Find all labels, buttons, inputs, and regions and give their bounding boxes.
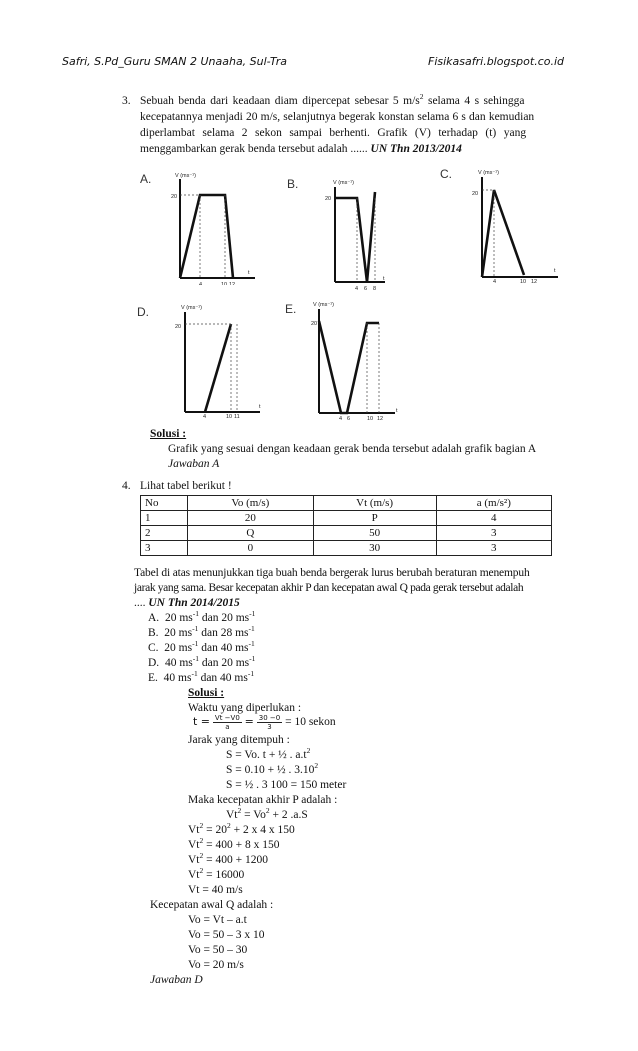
velocity-eq4: $Vt^2 = 400 + 1200$ [188,851,268,866]
svg-text:20: 20 [175,324,182,330]
q3-line4: menggambarkan gerak benda tersebut adalah ...... UN Thn 2013/2014 [140,143,462,155]
svg-text:20: 20 [325,196,332,202]
graph-b-label: B. [287,177,299,191]
svg-text:20: 20 [311,321,318,327]
q4-intro: Lihat tabel berikut ! [140,480,232,492]
svg-text:t: t [554,268,556,274]
svg-text:4: 4 [355,286,359,292]
svg-text:10: 10 [226,414,233,420]
q4-answer: Jawaban D [150,974,203,986]
graph-a-label: A. [140,172,152,186]
option-c: C. 20 $ms^{-1}$ dan 40 $ms^{-1}$ [148,639,255,654]
graph-a [135,165,275,285]
svg-text:20: 20 [472,191,479,197]
distance-eq3: S = ½ . 3 100 = 150 meter [226,779,347,791]
option-d: D. 40 $ms^{-1}$ dan 20 $ms^{-1}$ [148,654,256,669]
q3-line3: diperlambat selama 2 sekon sampai berhenti. Grafik (V) terhadap (t) yang [140,127,527,139]
velocity-eq3: $Vt^2 = 400 + 8$ x 150 [188,836,280,851]
svg-text:t: t [396,408,398,414]
header-author: Safri, S.Pd_Guru SMAN 2 Unaaha, Sul-Tra [62,55,287,68]
time-needed: Waktu yang diperlukan : [188,702,302,714]
distance-label: Jarak yang ditempuh : [188,734,290,746]
initial-q-label: Kecepatan awal Q adalah : [150,899,274,911]
svg-text:10: 10 [221,282,228,285]
q4-number: 4. [122,480,131,492]
distance-eq2: S = 0.10 + ½ . 3.10$^2$ [226,761,319,776]
q-eq1: Vo = Vt – a.t [188,914,247,926]
final-velocity-label: Maka kecepatan akhir P adalah : [188,794,338,806]
q4-desc3: .... UN Thn 2014/2015 [134,597,240,609]
graph-d [135,298,275,420]
q3-solution-title: Solusi : [150,428,187,440]
velocity-result: Vt = 40 m/s [188,884,243,896]
svg-text:4: 4 [493,279,497,285]
q3-answer: Jawaban A [168,458,220,470]
svg-text:V (ms⁻¹): V (ms⁻¹) [181,305,202,311]
velocity-eq5: $Vt^2 = 16000$ [188,866,245,881]
q3-line2: kecepatannya menjadi 20 m/s, selanjutnya begerak konstan selama 6 s dan kemudian [140,111,535,123]
velocity-eq1: $Vt^2 = Vo^2 + 2$ .a.S [226,806,308,821]
svg-text:t: t [383,276,385,282]
option-e: E. 40 $ms^{-1}$ dan 40 $ms^{-1}$ [148,669,255,684]
time-equation: t = $\frac{Vt -V0}{a}$ = $\frac{30 -0}{3}$ = 10 sekon [193,713,336,731]
q4-table [140,495,552,556]
q3-source: UN Thn 2013/2014 [370,143,462,155]
graph-e [283,297,408,422]
svg-text:6: 6 [347,416,351,422]
svg-text:V (ms⁻¹): V (ms⁻¹) [175,173,196,179]
svg-text:6: 6 [364,286,368,292]
svg-text:12: 12 [229,282,236,285]
table-row: 3 0 30 3 [141,541,552,556]
velocity-eq2: $Vt^2 = 20^2 + 2$ x 4 x 150 [188,821,295,836]
svg-text:12: 12 [377,416,384,422]
q4-desc1: Tabel di atas menunjukkan tiga buah benda bergerak lurus berubah beraturan menempuh [134,567,530,579]
svg-text:t: t [259,404,261,410]
q4-source: UN Thn 2014/2015 [148,597,240,609]
option-b: B. 20 $ms^{-1}$ dan 28 $ms^{-1}$ [148,624,255,639]
q-eq4: Vo = 20 m/s [188,959,244,971]
svg-text:t: t [248,270,250,276]
q3-number: 3. [122,95,131,107]
svg-text:4: 4 [199,282,203,285]
graph-b [285,172,395,292]
svg-text:10: 10 [520,279,527,285]
graph-d-label: D. [137,305,149,319]
svg-text:20: 20 [171,194,178,200]
svg-text:V (ms⁻¹): V (ms⁻¹) [333,180,354,186]
option-a: A. 20 $ms^{-1}$ dan 20 $ms^{-1}$ [148,609,256,624]
q-eq3: Vo = 50 – 30 [188,944,248,956]
q4-solution-title: Solusi : [188,687,225,699]
svg-text:8: 8 [373,286,377,292]
table-header-row: No Vo (m/s) Vt (m/s) a (m/s²) [141,496,552,511]
svg-text:V (ms⁻¹): V (ms⁻¹) [478,170,499,176]
q4-desc2: jarak yang sama. Besar kecepatan akhir P dan kecepatan awal Q pada gerak tersebut adalah [134,582,524,594]
svg-text:4: 4 [339,416,343,422]
table-row: 1 20 P 4 [141,511,552,526]
graph-e-label: E. [285,302,297,316]
header-blog: Fisikasafri.blogspot.co.id [428,55,565,68]
svg-text:4: 4 [203,414,207,420]
distance-eq1: S = Vo. t + ½ . $a.t^2$ [226,746,311,761]
table-row: 2 Q 50 3 [141,526,552,541]
graph-c [438,162,578,287]
q-eq2: Vo = 50 – 3 x 10 [188,929,265,941]
svg-text:V (ms⁻¹): V (ms⁻¹) [313,302,334,308]
svg-text:11: 11 [234,414,240,420]
svg-text:12: 12 [531,279,538,285]
svg-text:10: 10 [367,416,374,422]
graph-c-label: C. [440,167,452,181]
q3-line1: Sebuah benda dari keadaan diam dipercepat sebesar 5 $m/s^2$ selama 4 s sehingga [140,92,525,107]
q3-solution-text: Grafik yang sesuai dengan keadaan gerak benda tersebut adalah grafik bagian A [168,443,537,455]
